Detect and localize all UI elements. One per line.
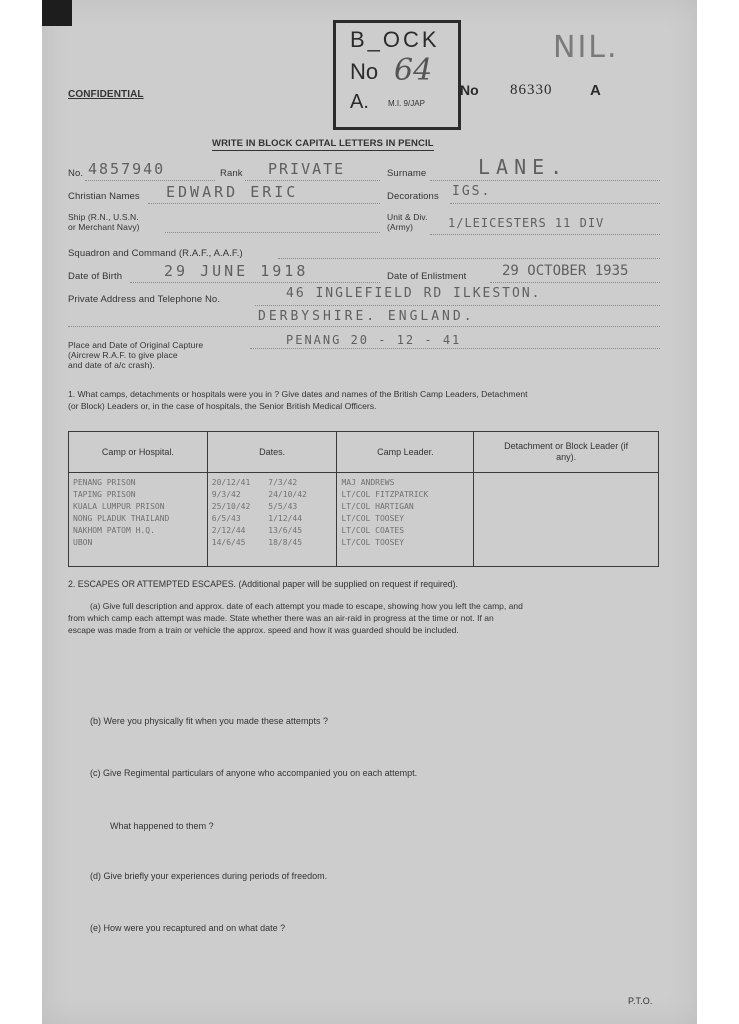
- table-header-row: [69, 432, 659, 473]
- address-value-1: 46 INGLEFIELD RD ILKESTON.: [286, 286, 542, 301]
- unit-value: 1/LEICESTERS 11 DIV: [448, 216, 605, 230]
- decorations-value: IGS.: [452, 184, 492, 199]
- stamp-line1: B_OCK: [350, 27, 440, 52]
- leader-entry: LT/COL FITZPATRICK: [341, 490, 429, 499]
- table-body-row: [69, 473, 659, 567]
- surname-value: LANE.: [478, 155, 569, 179]
- leader-entry: LT/COL HARTIGAN: [341, 502, 414, 511]
- section2-c: (c) Give Regimental particulars of anyone who accompanied you on each attempt.: [90, 768, 418, 778]
- capture-label-1: Place and Date of Original Capture: [68, 340, 204, 350]
- capture-value: PENANG 20 - 12 - 41: [286, 333, 462, 347]
- surname-label: Surname: [387, 168, 427, 179]
- date-to: 5/5/43: [268, 502, 298, 511]
- section2-a-line3: escape was made from a train or vehicle the approx. speed and how it was guarded should be included.: [68, 625, 459, 635]
- enlistment-value: 29 OCTOBER 1935: [502, 263, 629, 279]
- stamp-a: A.: [350, 91, 369, 113]
- enlistment-label: Date of Enlistment: [387, 271, 467, 282]
- form-number: 86330: [510, 82, 553, 98]
- christian-names-label: Christian Names: [68, 191, 140, 202]
- instruction-heading: WRITE IN BLOCK CAPITAL LETTERS IN PENCIL: [212, 138, 434, 149]
- dates-cell: [207, 473, 337, 567]
- date-from: 6/5/43: [211, 514, 241, 523]
- form-suffix: A: [590, 82, 601, 99]
- capture-label-2: (Aircrew R.A.F. to give place: [68, 350, 178, 360]
- squadron-label: Squadron and Command (R.A.F., A.A.F.): [68, 248, 243, 259]
- camps-cell: [69, 473, 208, 567]
- section1-question-2: (or Block) Leaders or, in the case of hospitals, the Senior British Medical Officers.: [68, 401, 377, 411]
- form-no-label: No: [460, 82, 479, 98]
- section1-question-1: 1. What camps, detachments or hospitals were you in ? Give dates and names of the British Camp Leaders, Detachment: [68, 389, 528, 399]
- service-no-label: No.: [68, 168, 84, 179]
- date-to: 1/12/44: [268, 514, 303, 523]
- address-label: Private Address and Telephone No.: [68, 294, 221, 305]
- detachment-cell: [474, 473, 659, 567]
- decorations-label: Decorations: [387, 191, 439, 202]
- nil-annotation: NIL.: [553, 30, 619, 65]
- stamp-no: No: [350, 59, 379, 84]
- address-value-2: DERBYSHIRE. ENGLAND.: [258, 309, 475, 324]
- column-header-leader: Camp Leader.: [337, 432, 474, 473]
- date-to: 24/10/42: [268, 490, 307, 499]
- camp-entry: NAKHOM PATOM H.Q.: [73, 526, 155, 535]
- service-no-value: 4857940: [88, 160, 166, 178]
- leader-entry: LT/COL TOOSEY: [341, 538, 405, 547]
- leader-entry: MAJ ANDREWS: [341, 478, 395, 487]
- section2-c-sub: What happened to them ?: [110, 821, 214, 831]
- date-to: 7/3/42: [268, 478, 298, 487]
- camp-entry: UBON: [73, 538, 93, 547]
- section2-heading: 2. ESCAPES OR ATTEMPTED ESCAPES. (Additional paper will be supplied on request if required).: [68, 579, 459, 589]
- ship-label-1: Ship (R.N., U.S.N.: [68, 212, 139, 222]
- rank-value: PRIVATE: [268, 160, 346, 178]
- leaders-cell: [337, 473, 474, 567]
- pto-label: P.T.O.: [628, 996, 653, 1006]
- rank-label: Rank: [220, 168, 243, 179]
- section2-b: (b) Were you physically fit when you made these attempts ?: [90, 716, 328, 726]
- section2-a-line1: (a) Give full description and approx. date of each attempt you made to escape, showing how you left the camp, and: [90, 601, 523, 611]
- date-from: 2/12/44: [211, 526, 246, 535]
- camp-entry: KUALA LUMPUR PRISON: [73, 502, 165, 511]
- ship-label-2: or Merchant Navy): [68, 222, 140, 232]
- dob-label: Date of Birth: [68, 271, 123, 282]
- column-header-detachment: Detachment or Block Leader (if any).: [474, 432, 659, 473]
- unit-label-2: (Army): [387, 222, 414, 232]
- leader-entry: LT/COL TOOSEY: [341, 514, 405, 523]
- camp-entry: NONG PLADUK THAILAND: [73, 514, 170, 523]
- date-from: 20/12/41: [211, 478, 251, 487]
- stamp-number: 64: [394, 53, 433, 88]
- date-to: 13/6/45: [268, 526, 303, 535]
- dob-value: 29 JUNE 1918: [164, 262, 309, 280]
- camp-entry: TAPING PRISON: [73, 490, 136, 499]
- camp-entry: PENANG PRISON: [73, 478, 136, 487]
- date-from: 14/6/45: [211, 538, 246, 547]
- corner-fold: [42, 0, 72, 26]
- section2-e: (e) How were you recaptured and on what date ?: [90, 923, 286, 933]
- date-to: 18/8/45: [268, 538, 303, 547]
- christian-names-value: EDWARD ERIC: [166, 183, 299, 201]
- unit-label-1: Unit & Div.: [387, 212, 428, 222]
- column-header-camp: Camp or Hospital.: [69, 432, 208, 473]
- capture-label-3: and date of a/c crash).: [68, 360, 155, 370]
- section2-d: (d) Give briefly your experiences during periods of freedom.: [90, 871, 328, 881]
- confidential-label: CONFIDENTIAL: [68, 89, 144, 100]
- date-from: 9/3/42: [211, 490, 241, 499]
- stamp-ref: M.I. 9/JAP: [388, 99, 425, 108]
- camps-table: [68, 431, 659, 567]
- date-from: 25/10/42: [211, 502, 251, 511]
- block-stamp: [333, 20, 461, 130]
- section2-a-line2: from which camp each attempt was made. State whether there was an air-raid in progress at the time or not. If an: [68, 613, 494, 623]
- column-header-dates: Dates.: [207, 432, 337, 473]
- leader-entry: LT/COL COATES: [341, 526, 405, 535]
